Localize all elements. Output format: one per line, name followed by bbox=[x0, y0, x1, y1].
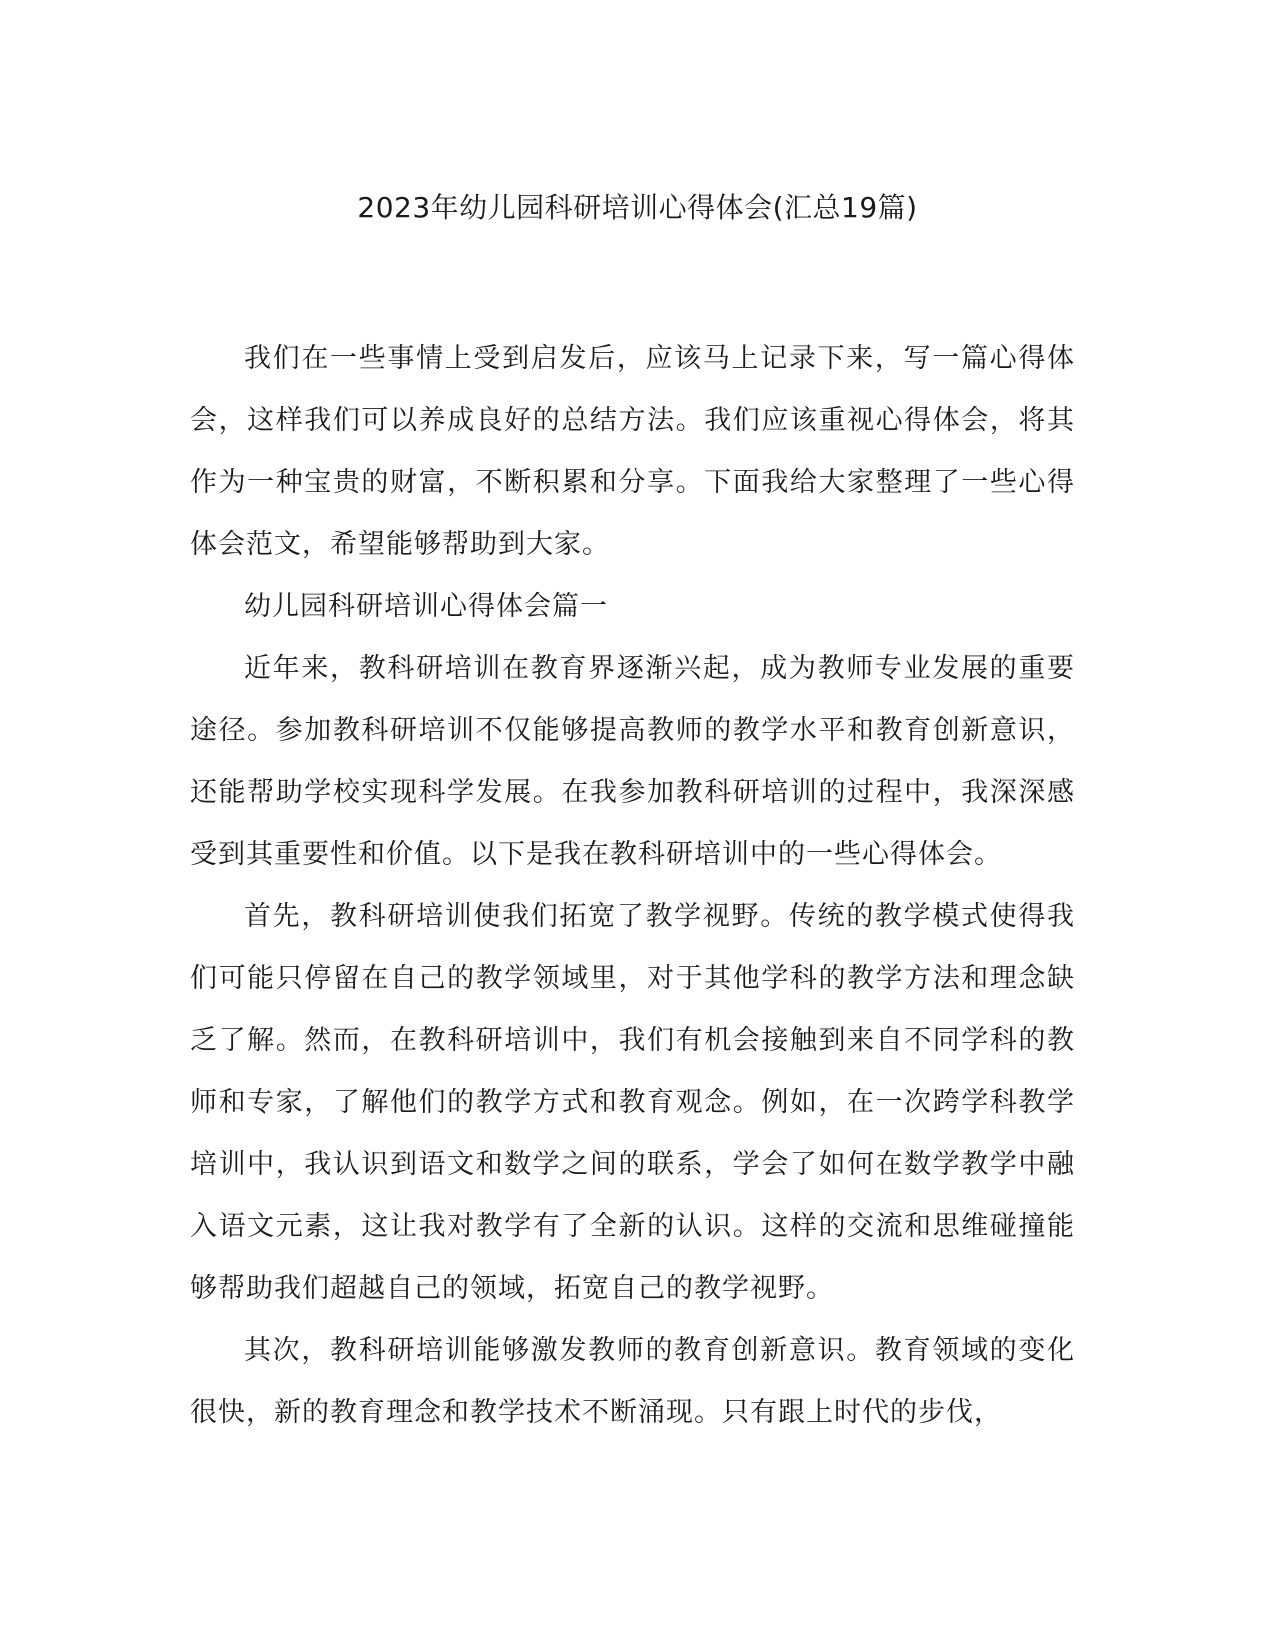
paragraph-intro: 我们在一些事情上受到启发后，应该马上记录下来，写一篇心得体会，这样我们可以养成良好的总结方法。我们应该重视心得体会，将其作为一种宝贵的财富，不断积累和分享。下面我给大家整理了一些心得体会范文，希望能够帮助到大家。 bbox=[190, 343, 1075, 560]
document-body bbox=[190, 328, 1075, 1444]
paragraph-2: 首先，教科研培训使我们拓宽了教学视野。传统的教学模式使得我们可能只停留在自己的教学领域里，对于其他学科的教学方法和理念缺乏了解。然而，在教科研培训中，我们有机会接触到来自不同学科的教师和专家，了解他们的教学方式和教育观念。例如，在一次跨学科教学培训中，我认识到语文和数学之间的联系，学会了如何在数学教学中融入语文元素，这让我对教学有了全新的认识。这样的交流和思维碰撞能够帮助我们超越自己的领域，拓宽自己的教学视野。 bbox=[190, 901, 1075, 1304]
document-title: 2023年幼儿园科研培训心得体会(汇总19篇) bbox=[357, 191, 918, 224]
paragraph-3: 其次，教科研培训能够激发教师的教育创新意识。教育领域的变化很快，新的教育理念和教学技术不断涌现。只有跟上时代的步伐， bbox=[190, 1335, 1075, 1428]
paragraph-1: 近年来，教科研培训在教育界逐渐兴起，成为教师专业发展的重要途径。参加教科研培训不仅能够提高教师的教学水平和教育创新意识，还能帮助学校实现科学发展。在我参加教科研培训的过程中，我深深感受到其重要性和价值。以下是我在教科研培训中的一些心得体会。 bbox=[190, 653, 1075, 870]
section-heading: 幼儿园科研培训心得体会篇一 bbox=[244, 591, 608, 622]
